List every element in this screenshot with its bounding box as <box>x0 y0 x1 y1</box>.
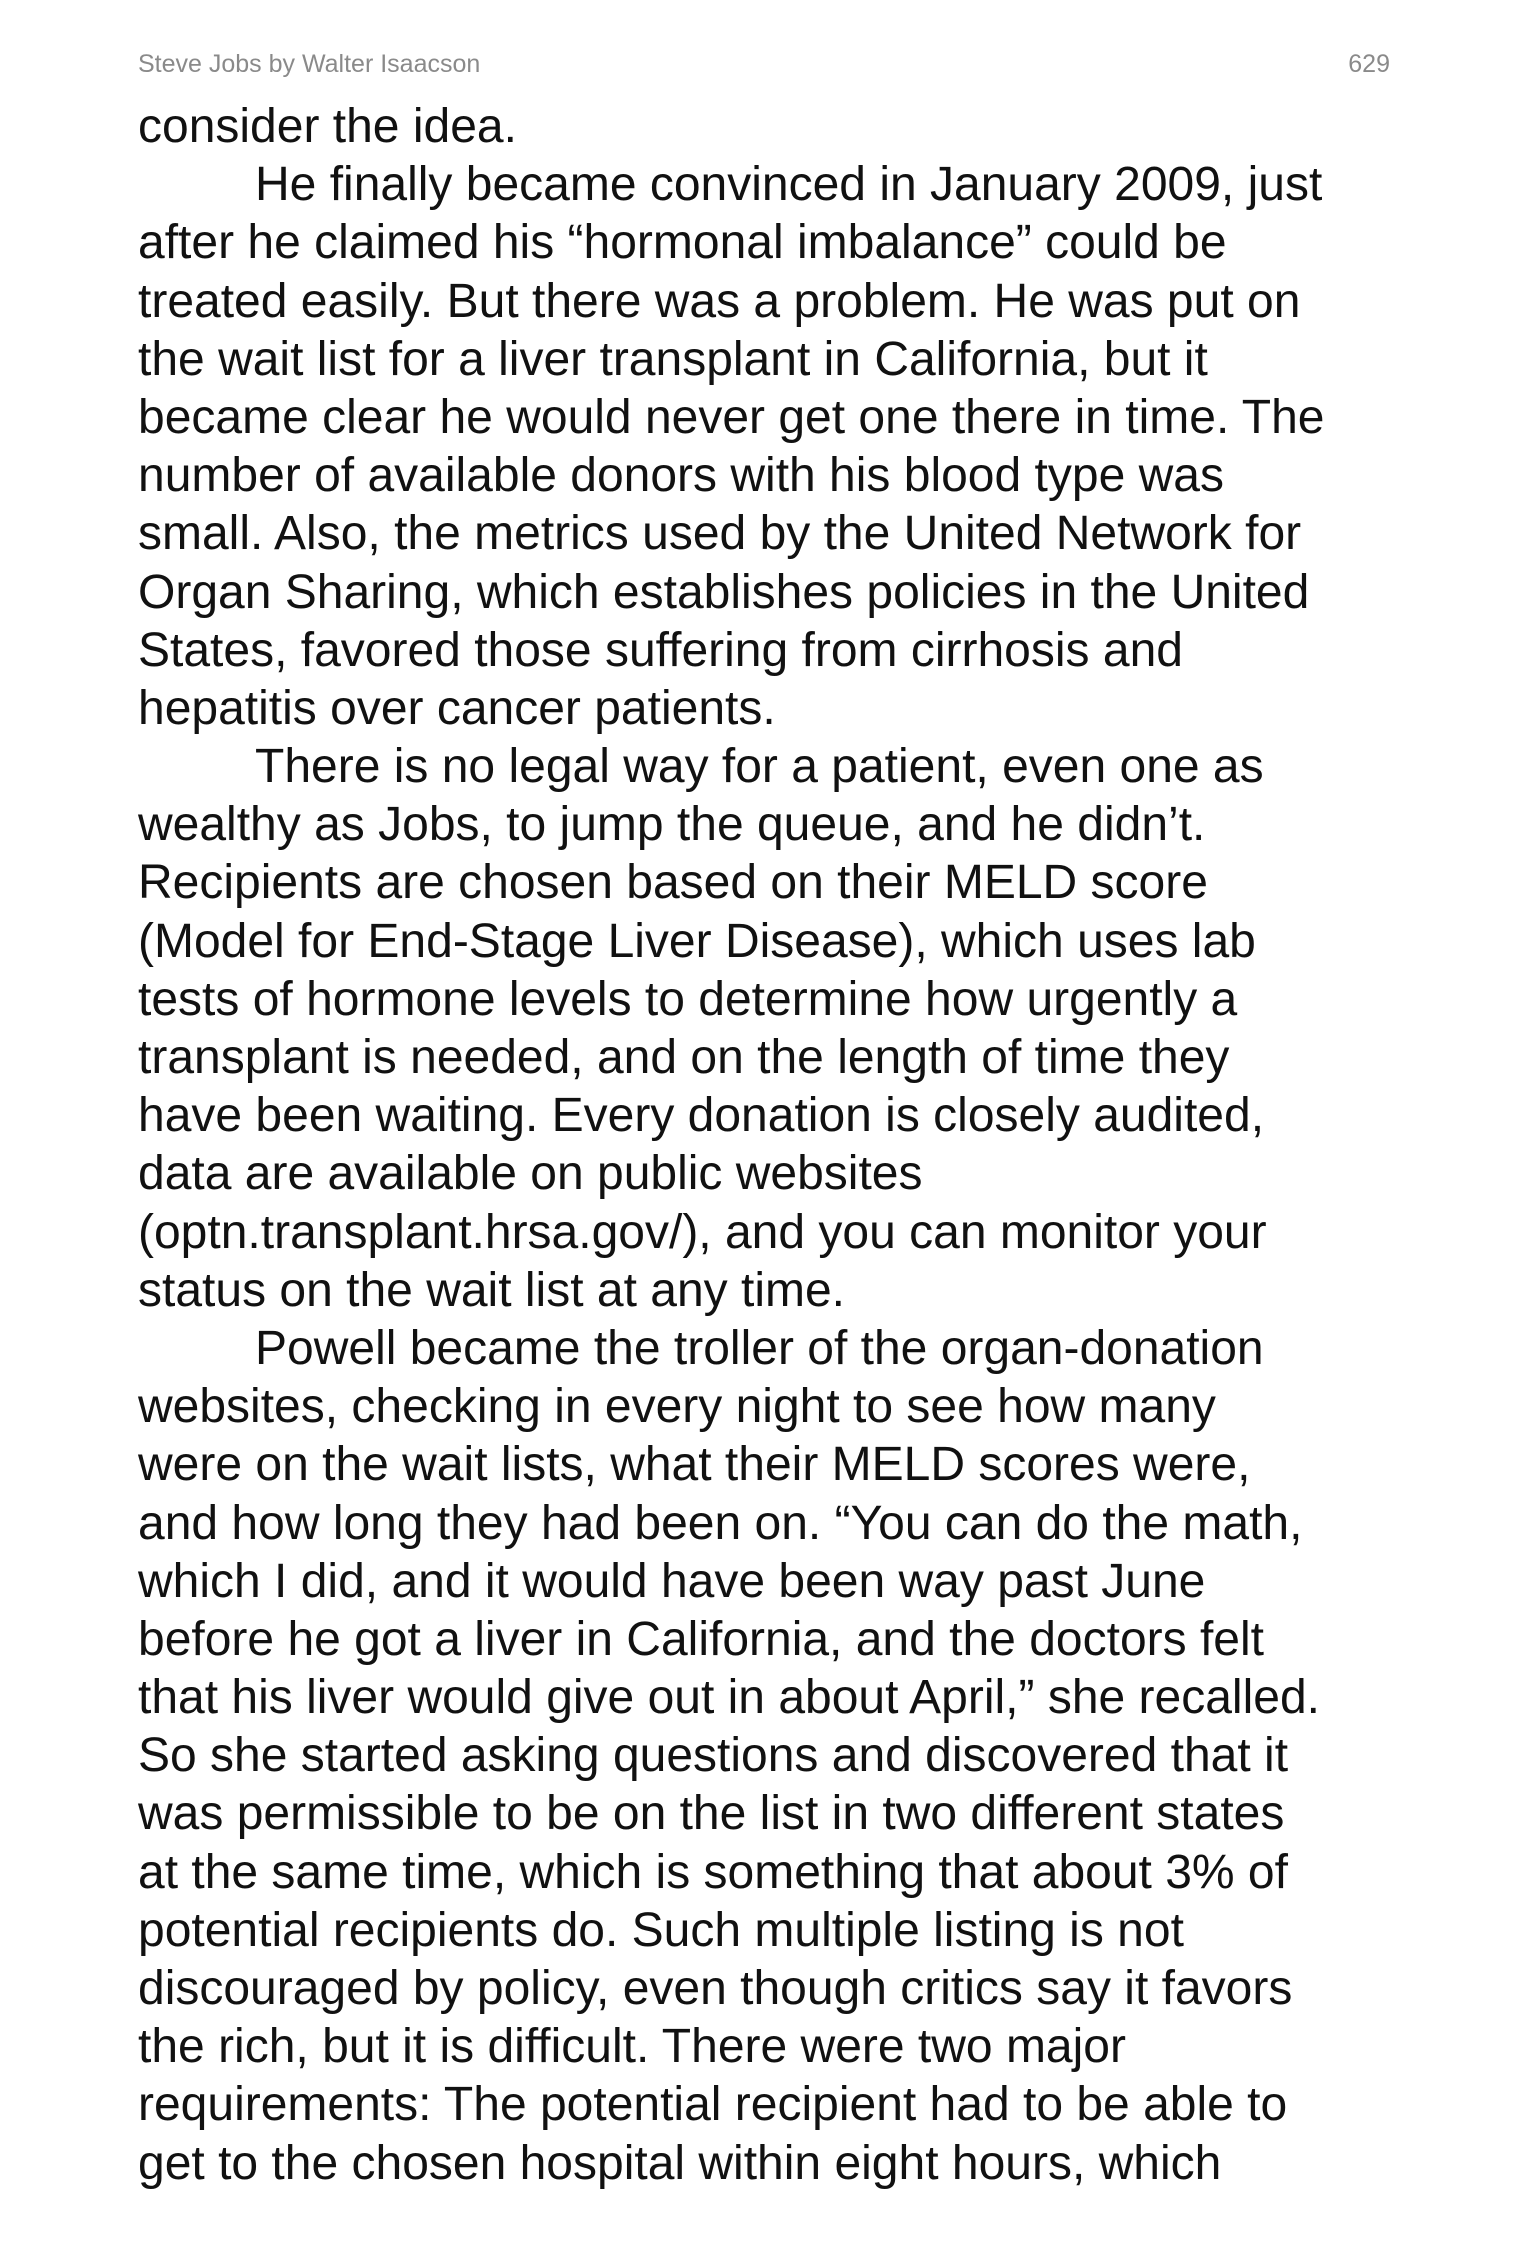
text-line: that his liver would give out in about April,” she recalled. <box>138 1671 1320 1725</box>
text-line: at the same time, which is something that about 3% of <box>138 1845 1288 1899</box>
paragraph-first-line: He finally became convinced in January 2009, just <box>255 158 1323 212</box>
text-line: Organ Sharing, which establishes policies in the United <box>138 565 1310 619</box>
text-line: number of available donors with his blood type was <box>138 449 1224 503</box>
text-line: tests of hormone levels to determine how urgently a <box>138 972 1238 1026</box>
text-line: after he claimed his “hormonal imbalance” could be <box>138 216 1227 270</box>
book-title: Steve Jobs by Walter Isaacson <box>138 50 481 78</box>
text-line: have been waiting. Every donation is closely audited, <box>138 1089 1265 1143</box>
text-line: the wait list for a liver transplant in California, but it <box>138 332 1208 386</box>
text-line: small. Also, the metrics used by the United Network for <box>138 507 1302 561</box>
text-line: requirements: The potential recipient had to be able to <box>138 2078 1288 2132</box>
text-line: get to the chosen hospital within eight hours, which <box>138 2136 1222 2190</box>
text-line: were on the wait lists, what their MELD scores were, <box>138 1438 1251 1492</box>
text-line: websites, checking in every night to see how many <box>138 1380 1216 1434</box>
text-line: wealthy as Jobs, to jump the queue, and he didn’t. <box>138 798 1206 852</box>
text-line: data are available on public websites <box>138 1147 923 1201</box>
text-line: States, favored those suffering from cirrhosis and <box>138 623 1183 677</box>
text-line: (optn.transplant.hrsa.gov/), and you can monitor your <box>138 1205 1267 1259</box>
page-number: 629 <box>1348 50 1390 78</box>
text-line: which I did, and it would have been way past June <box>138 1554 1206 1608</box>
text-line: hepatitis over cancer patients. <box>138 681 776 735</box>
text-line: consider the idea. <box>138 100 517 153</box>
page-header <box>138 46 1390 86</box>
text-line: and how long they had been on. “You can do the math, <box>138 1496 1303 1550</box>
text-line: discouraged by policy, even though critics say it favors <box>138 1962 1293 2015</box>
text-line: (Model for End-Stage Liver Disease), which uses lab <box>138 914 1256 968</box>
text-line: transplant is needed, and on the length of time they <box>138 1031 1230 1084</box>
paragraph-first-line: Powell became the troller of the organ-donation <box>255 1321 1264 1375</box>
text-line: So she started asking questions and discovered that it <box>138 1729 1289 1783</box>
text-line: was permissible to be on the list in two different states <box>138 1787 1285 1841</box>
paragraph-first-line: There is no legal way for a patient, even one as <box>255 740 1264 794</box>
text-line: became clear he would never get one there in time. The <box>138 390 1325 444</box>
text-line: the rich, but it is difficult. There were two major <box>138 2020 1126 2074</box>
text-line: potential recipients do. Such multiple listing is not <box>138 1903 1184 1957</box>
text-line: Recipients are chosen based on their MELD score <box>138 856 1208 910</box>
text-line: status on the wait list at any time. <box>138 1263 845 1317</box>
text-line: treated easily. But there was a problem. He was put on <box>138 274 1301 328</box>
page-body <box>138 98 1398 2193</box>
text-line: before he got a liver in California, and the doctors felt <box>138 1612 1264 1666</box>
